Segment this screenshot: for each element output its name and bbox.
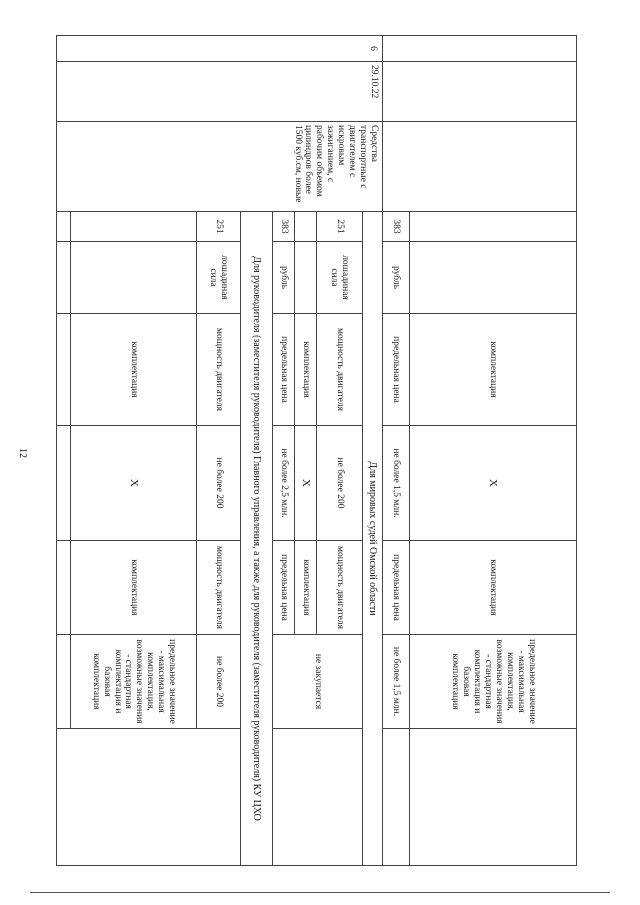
bottom-rule [30,892,610,893]
page-number: 12 [17,448,28,458]
section-title: Для руководителя (заместителя руководителя) Главного управления, а также для руководителя (заместителя руководителя) КУ ЦХО [241,212,273,866]
rotated-table-container [57,35,577,865]
section-title: Для мировых судей Омской области [363,212,383,866]
cell-value: не более 200 [317,426,363,541]
characteristics-table [56,35,577,866]
cell-name: Средства транспортные с двигателем с искровым зажиганием, с рабочим объемом цилиндров более 1500 куб.см, новые [57,122,383,212]
table-row [410,36,577,866]
cell-value2: не более 1,5 млн. [383,635,410,729]
cell-code: 383 [383,212,410,242]
cell-char: комплектация [410,314,577,426]
cell-char: комплектация [295,314,317,426]
cell-value: не более 2,5 млн. [273,426,295,541]
cell-char2: мощность двигателя [317,541,363,635]
cell-value: X [295,426,317,541]
cell-code: 383 [273,212,295,242]
cell-char2: комплектация [71,541,197,635]
cell-unit: рубль [273,242,295,314]
cell-char: комплектация [71,314,197,426]
cell-char: предельная цена [383,314,410,426]
cell-unit: лошадиная сила [197,242,241,314]
cell-value2: предельное значение - максимальная комплектация, возможные значения - стандартная комплектация и базовая комплектация [71,635,197,729]
table-row [363,36,383,866]
cell-char2: комплектация [410,541,577,635]
cell-unit: рубль [383,242,410,314]
cell-value: X [71,426,197,541]
cell-value: X [410,426,577,541]
cell-char2: мощность двигателя [197,541,241,635]
cell-char2: предельная цена [383,541,410,635]
cell-not-purchased: не закупается [273,635,363,729]
cell-unit: лошадиная сила [317,242,363,314]
cell-okpd: 29.10.22 [57,62,383,122]
cell-num: 6 [57,36,383,62]
cell-code: 251 [197,212,241,242]
cell-char: мощность двигателя [197,314,241,426]
cell-char2: предельная цена [273,541,295,635]
cell-code: 251 [317,212,363,242]
cell-value: не более 200 [197,426,241,541]
cell-value2: не более 200 [197,635,241,729]
cell-value: не более 1,5 млн. [383,426,410,541]
cell-char: мощность двигателя [317,314,363,426]
cell-char2: комплектация [295,541,317,635]
cell-char: предельная цена [273,314,295,426]
cell-value2: предельное значение - максимальная комплектация, возможные значения - стандартная комплектация и базовая комплектация [410,635,577,729]
